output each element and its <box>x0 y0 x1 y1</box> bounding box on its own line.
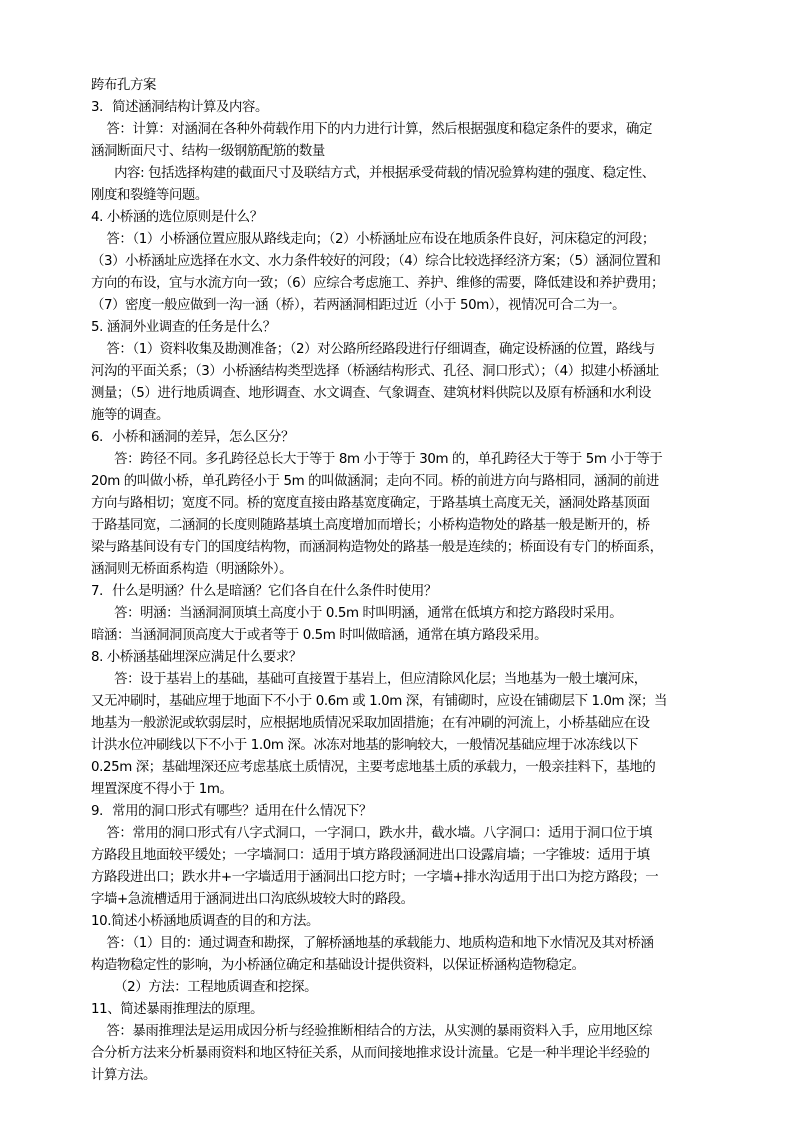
text-line: 施等的调查。 <box>91 408 169 423</box>
text-line: 答：（1）小桥涵位置应服从路线走向；（2）小桥涵址应布设在地质条件良好，河床稳定的河段； <box>91 232 655 247</box>
text-line: 7．什么是明涵？什么是暗涵？它们各自在什么条件时使用？ <box>91 584 437 599</box>
text-line: 方路段且地面较平缓处；一字墙洞口：适用于填方路段涵洞进出口设露肩墙；一字锥坡：适用于填 <box>91 848 650 863</box>
text-line: 涵洞则无桥面系构造（明涵除外）。 <box>91 562 293 577</box>
text-line: 答：常用的洞口形式有八字式洞口，一字洞口，跌水井，截水墙。八字洞口：适用于洞口位于填 <box>91 826 653 841</box>
text-line: 方向与路相切；宽度不同。桥的宽度直接由路基宽度确定，于路基填土高度无关，涵洞处路基顶面 <box>91 496 650 511</box>
text-line: 方向的布设，宜与水流方向一致；（6）应综合考虑施工、养护、维修的需要，降低建设和养护费用； <box>91 276 665 291</box>
text-line: 构造物稳定性的影响，为小桥涵位确定和基础设计提供资料，以保证桥涵构造物稳定。 <box>91 958 585 973</box>
text-line: 0.25m 深；基础埋深还应考虑基底土质情况，主要考虑地基土质的承载力，一般亲挂料下，基地的 <box>91 760 656 775</box>
text-line: 答：（1）目的：通过调查和勘探，了解桥涵地基的承载能力、地质构造和地下水情况及其对桥涵 <box>91 936 654 951</box>
text-line: 11、简述暴雨推理法的原理。 <box>91 1002 264 1017</box>
text-line: 9．常用的洞口形式有哪些？适用在什么情况下？ <box>91 804 372 819</box>
text-line: 答：计算：对涵洞在各种外荷载作用下的内力进行计算，然后根据强度和稳定条件的要求，确定 <box>91 122 653 137</box>
text-line: 河沟的平面关系；（3）小桥涵结构类型选择（桥涵结构形式、孔径、洞口形式）；（4）拟建小桥涵址 <box>91 364 659 379</box>
text-line: 埋置深度不得小于 1m。 <box>91 782 233 797</box>
text-line: 答：明涵：当涵洞洞顶填土高度小于 0.5m 时叫明涵，通常在低填方和挖方路段时采用。 <box>91 606 623 621</box>
text-line: 地基为一般淤泥或软弱层时，应根据地质情况采取加固措施；在有冲刷的河流上，小桥基础应在设 <box>91 716 650 731</box>
text-line: （7）密度一般应做到一沟一涵（桥），若两涵洞相距过近（小于 50m），视情况可合二为一。 <box>91 298 626 313</box>
text-line: 4. 小桥涵的选位原则是什么？ <box>91 210 263 225</box>
text-line: 答：暴雨推理法是运用成因分析与经验推断相结合的方法，从实测的暴雨资料入手，应用地区综 <box>91 1024 653 1039</box>
text-line: 3．简述涵洞结构计算及内容。 <box>91 100 268 115</box>
text-line: 合分析方法来分析暴雨资料和地区特征关系，从而间接地推求设计流量。它是一种半理论半经验的 <box>91 1046 650 1061</box>
text-line: 8. 小桥涵基础埋深应满足什么要求？ <box>91 650 302 665</box>
text-line: 6．小桥和涵洞的差异，怎么区分？ <box>91 430 294 445</box>
text-line: 20m 的叫做小桥，单孔跨径小于 5m 的叫做涵洞；走向不同。桥的前进方向与路相同，涵洞的前进 <box>91 474 659 489</box>
text-line: 5. 涵洞外业调查的任务是什么？ <box>91 320 276 335</box>
text-line: 测量；（5）进行地质调查、地形调查、水文调查、气象调查、建筑材料供院以及原有桥涵和水利设 <box>91 386 652 401</box>
text-line: 梁与路基间设有专门的国度结构物，而涵洞构造物处的路基一般是连续的；桥面设有专门的桥面系， <box>91 540 663 555</box>
text-line: 内容: 包括选择构建的截面尺寸及联结方式，并根据承受荷载的情况验算构建的强度、稳定性、 <box>91 166 655 181</box>
text-line: 方路段进出口；跌水井+一字墙适用于涵洞出口挖方时；一字墙+排水沟适用于出口为挖方路段；一 <box>91 870 659 885</box>
text-line: 于路基同宽，二涵洞的长度则随路基填土高度增加而增长；小桥构造物处的路基一般是断开的，桥 <box>91 518 650 533</box>
text-line: 10.简述小桥涵地质调查的目的和方法。 <box>91 914 319 929</box>
text-line: 跨布孔方案 <box>91 78 156 93</box>
text-line: 暗涵：当涵洞洞顶高度大于或者等于 0.5m 时叫做暗涵，通常在填方路段采用。 <box>91 628 548 643</box>
text-line: （2）方法：工程地质调查和挖探。 <box>91 980 318 995</box>
document-body <box>91 75 707 1087</box>
text-line: 涵洞断面尺寸、结构一级钢筋配筋的数量 <box>91 144 325 159</box>
text-line: 又无冲刷时，基础应埋于地面下不小于 0.6m 或 1.0m 深，有铺砌时，应设在铺砌层下 1.0m 深；当 <box>91 694 668 709</box>
text-line: 答：设于基岩上的基础，基础可直接置于基岩上，但应清除风化层；当地基为一般土壤河床， <box>91 672 647 687</box>
text-line: 答：（1）资料收集及勘测准备；（2）对公路所经路段进行仔细调查，确定设桥涵的位置，路线与 <box>91 342 655 357</box>
text-line: 字墙+急流槽适用于涵洞进出口沟底纵坡较大时的路段。 <box>91 892 414 907</box>
text-line: 刚度和裂缝等问题。 <box>91 188 208 203</box>
text-line: （3）小桥涵址应选择在水文、水力条件较好的河段；（4）综合比较选择经济方案；（5）涵洞位置和 <box>91 254 661 269</box>
text-line: 答：跨径不同。多孔跨径总长大于等于 8m 小于等于 30m 的，单孔跨径大于等于 5m 小于等于 <box>91 452 663 467</box>
text-line: 计洪水位冲刷线以下不小于 1.0m 深。冰冻对地基的影响较大，一般情况基础应埋于冰冻线以下 <box>91 738 639 753</box>
text-line: 计算方法。 <box>91 1068 156 1083</box>
